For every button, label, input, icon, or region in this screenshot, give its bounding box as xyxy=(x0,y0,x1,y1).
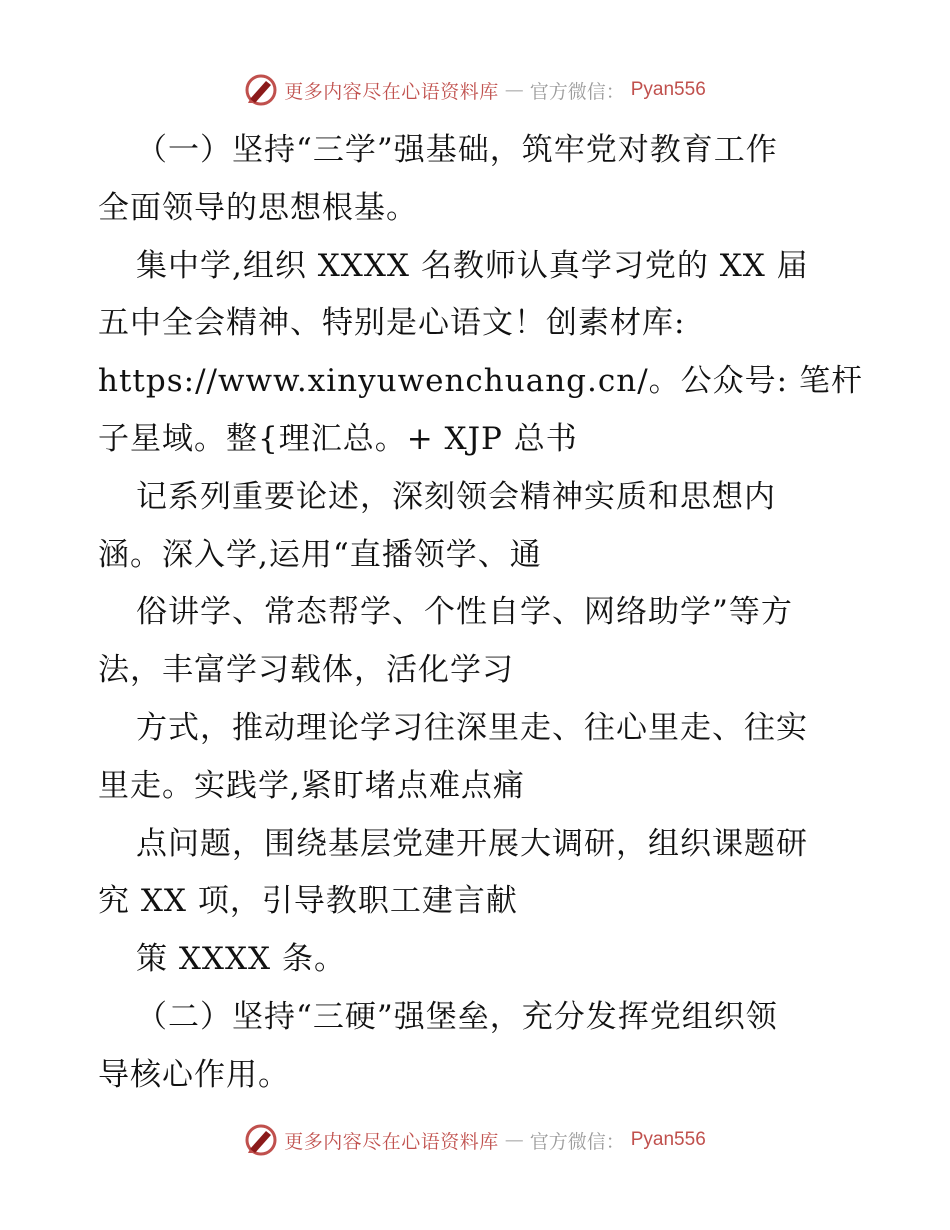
watermark-tail-text: 官方微信： xyxy=(529,1130,625,1153)
watermark-dash: — xyxy=(504,79,524,101)
text-line: https://www.xinyuwenchuang.cn/。公众号: 笔杆 xyxy=(98,363,863,400)
text-line: 究 XX 项，引导教职工建言献 xyxy=(98,883,518,920)
watermark-dash: — xyxy=(504,1129,524,1151)
document-body xyxy=(98,122,863,1105)
text-line: 方式，推动理论学习往深里走、往心里走、往实 xyxy=(136,709,808,746)
text-line: 里走。实践学,紧盯堵点难点痛 xyxy=(98,767,525,804)
watermark-id: Pyan556 xyxy=(630,79,706,100)
text-line: （一）坚持“三学”强基础，筑牢党对教育工作 xyxy=(136,132,778,168)
watermark-main-text: 更多内容尽在心语资料库 xyxy=(284,80,499,103)
text-line: 点问题，围绕基层党建开展大调研，组织课题研 xyxy=(136,825,808,862)
text-line: 记系列重要论述，深刻领会精神实质和思想内 xyxy=(136,478,776,515)
pen-logo-icon xyxy=(244,1123,278,1157)
text-line: 全面领导的思想根基。 xyxy=(98,189,418,226)
text-line: 策 XXXX 条。 xyxy=(136,941,346,978)
watermark-id: Pyan556 xyxy=(630,1129,706,1150)
watermark-tail-text: 官方微信： xyxy=(529,80,625,103)
text-line: 导核心作用。 xyxy=(98,1056,290,1093)
text-line: 子星域。整{理汇总。+ XJP 总书 xyxy=(98,420,578,457)
text-line: 俗讲学、常态帮学、个性自学、网络助学”等方 xyxy=(136,594,793,631)
watermark-footer xyxy=(0,1122,950,1158)
watermark-main-text: 更多内容尽在心语资料库 xyxy=(284,1130,499,1153)
text-line: 涵。深入学,运用“直播领学、通 xyxy=(98,536,542,573)
text-line: 法，丰富学习载体，活化学习 xyxy=(98,652,514,689)
text-line: 五中全会精神、特别是心语文！创素材库: xyxy=(98,305,686,342)
text-line: （二）坚持“三硬”强堡垒，充分发挥党组织领 xyxy=(136,998,778,1035)
watermark-header xyxy=(0,72,950,108)
text-line: 集中学,组织 XXXX 名教师认真学习党的 XX 届 xyxy=(136,247,809,284)
pen-logo-icon xyxy=(244,73,278,107)
